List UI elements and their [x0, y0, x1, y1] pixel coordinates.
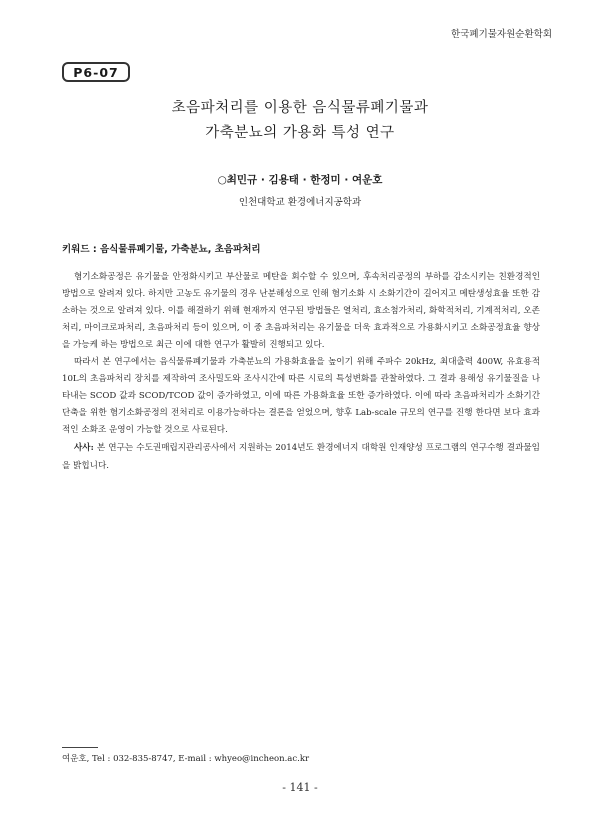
- keywords-line: 키워드 : 음식물류폐기물, 가축분뇨, 초음파처리: [62, 244, 261, 255]
- author-affiliation: 인천대학교 환경에너지공학과: [238, 197, 362, 208]
- page-number: - 141 -: [282, 781, 318, 794]
- author-list: ○최민규 · 김용태 · 한정미 · 여운호: [217, 174, 383, 186]
- acknowledgement: [62, 439, 540, 475]
- acknowledgement-label: 사사:: [74, 443, 94, 453]
- abstract-paragraph-2: 따라서 본 연구에서는 음식물류폐기물과 가축분뇨의 가용화효율을 높이기 위해 주파수 20kHz, 최대출력 400W, 유효용적 10L의 초음파처리 장치를 제작하여 조사밀도와 조사시간에 따른 시료의 특성변화를 관찰하였다. 그 결과 용해성 유기물질을 나타내는 SCOD 값과 SCOD/TCOD 값이 증가하였고, 이에 따른 가용화효율 또한 증가하였다. 이에 따라 초음파처리가 소화기간 단축을 위한 혐기소화공정의 전처리로 이용가능하다는 결론을 얻었으며, 향후 Lab-scale 규모의 연구를 진행 한다면 보다 효과적인 소화조 운영이 가능할 것으로 사료된다.: [62, 357, 540, 435]
- society-header: 한국폐기물자원순환학회: [451, 29, 552, 40]
- acknowledgement-text: 본 연구는 수도권매립지관리공사에서 지원하는 2014년도 환경에너지 대학원 인재양성 프로그램의 연구수행 결과물임을 밝힙니다.: [62, 443, 540, 471]
- session-code-badge: P6-07: [62, 62, 130, 82]
- title-line-2: 가축분뇨의 가용화 특성 연구: [205, 125, 395, 141]
- paper-title: [0, 96, 600, 146]
- corresponding-author-footnote: 여운호, Tel : 032-835-8747, E-mail : whyeo@incheon.ac.kr: [62, 754, 310, 764]
- abstract-body: [62, 269, 540, 439]
- title-line-1: 초음파처리를 이용한 음식물류폐기물과: [171, 100, 429, 116]
- footnote-divider: [62, 747, 98, 748]
- abstract-paragraph-1: 혐기소화공정은 유기물을 안정화시키고 부산물로 메탄을 회수할 수 있으며, 후속처리공정의 부하를 감소시키는 친환경적인 방법으로 알려져 있다. 하지만 고농도 유기물의 경우 난분해성으로 인해 혐기소화 시 소화기간이 길어지고 메탄생성효율 또한 감소하는 것으로 알려져 있다. 이를 해결하기 위해 현재까지 연구된 방법들은 열처리, 효소첨가처리, 화학적처리, 기계적처리, 오존처리, 마이크로파처리, 초음파처리 등이 있으며, 이 중 초음파처리는 유기물을 더욱 효과적으로 가용화시키고 소화공정효율 향상을 가능케 하는 방법으로 최근 이에 대한 연구가 활발히 진행되고 있다.: [62, 272, 540, 350]
